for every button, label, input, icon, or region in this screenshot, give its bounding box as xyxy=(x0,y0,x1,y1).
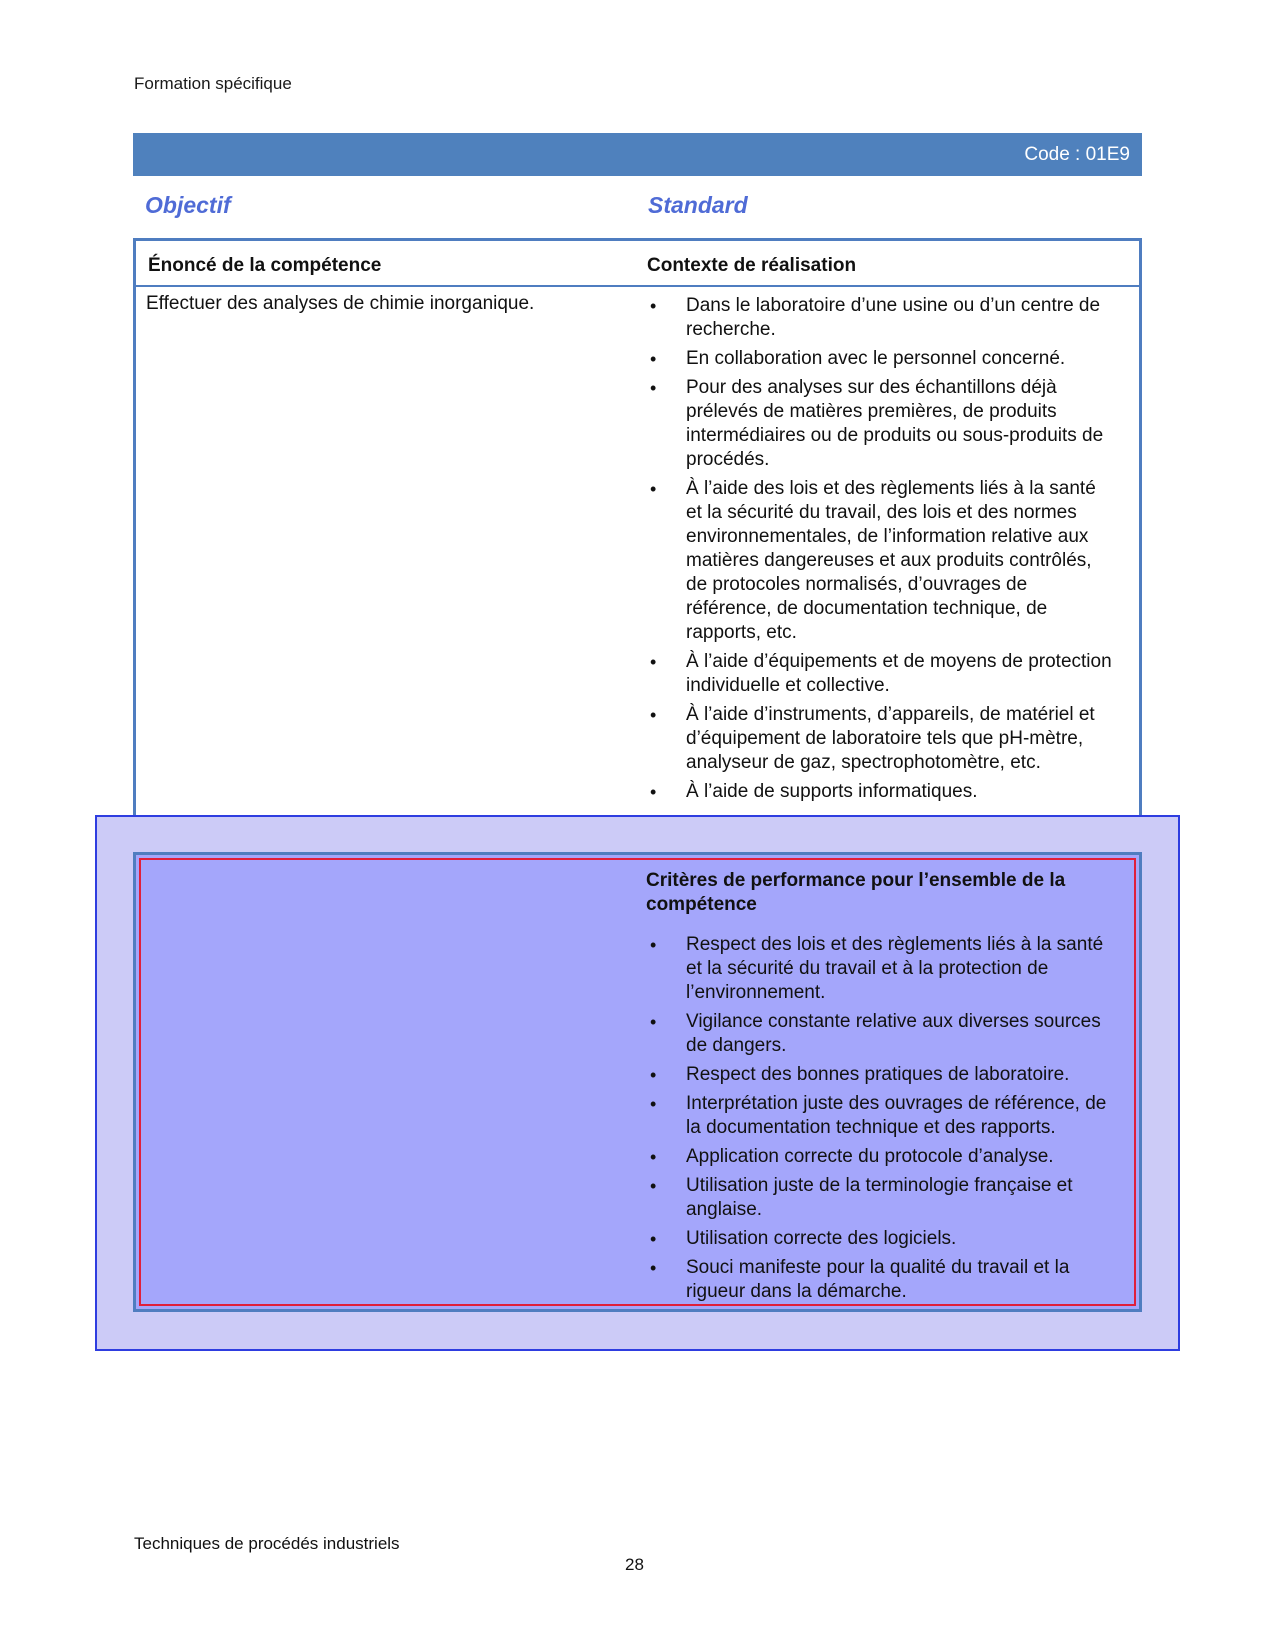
contexte-item: • En collaboration avec le personnel concerné. xyxy=(648,347,1113,371)
code-bar xyxy=(133,133,1142,176)
criterion-item: • Vigilance constante relative aux diverses sources de dangers. xyxy=(648,1010,1120,1058)
criterion-item: • Interprétation juste des ouvrages de référence, de la documentation technique et des rapports. xyxy=(648,1092,1120,1140)
competence-statement: Effectuer des analyses de chimie inorganique. xyxy=(146,293,535,314)
criterion-item: • Utilisation juste de la terminologie française et anglaise. xyxy=(648,1174,1120,1222)
running-header: Formation spécifique xyxy=(134,74,292,93)
criterion-item: • Utilisation correcte des logiciels. xyxy=(648,1227,1120,1251)
contexte-item: • Pour des analyses sur des échantillons déjà prélevés de matières premières, de produits intermédiaires ou de produits ou sous-produits de procédés. xyxy=(648,376,1113,472)
competency-code: Code : 01E9 xyxy=(1024,144,1130,165)
contexte-item: • À l’aide de supports informatiques. xyxy=(648,780,1113,804)
criterion-item: • Respect des lois et des règlements liés à la santé et la sécurité du travail et à la protection de l’environnement. xyxy=(648,933,1120,1005)
criterion-item: • Souci manifeste pour la qualité du travail et la rigueur dans la démarche. xyxy=(648,1256,1120,1304)
objectif-heading: Objectif xyxy=(145,192,231,218)
contexte-item: • À l’aide des lois et des règlements liés à la santé et la sécurité du travail, des lois et des normes environnementales, de l’information relative aux matières dangereuses et aux produits contrôlés, de protocoles normalisés, d’ouvrages de référence, de documentation technique, de rapports, etc. xyxy=(648,477,1113,645)
page-number: 28 xyxy=(625,1555,644,1574)
contexte-item: • À l’aide d’instruments, d’appareils, de matériel et d’équipement de laboratoire tels que pH-mètre, analyseur de gaz, spectrophotomètre, etc. xyxy=(648,703,1113,775)
performance-header: Critères de performance pour l’ensemble de la compétence xyxy=(646,870,1066,915)
running-footer: Techniques de procédés industriels xyxy=(134,1534,400,1553)
contexte-column-header: Contexte de réalisation xyxy=(647,255,857,276)
enonce-column-header: Énoncé de la compétence xyxy=(148,255,382,276)
header-divider xyxy=(136,285,1139,287)
contexte-item: • À l’aide d’équipements et de moyens de protection individuelle et collective. xyxy=(648,650,1113,698)
contexte-list xyxy=(648,294,1113,809)
contexte-item: • Dans le laboratoire d’une usine ou d’un centre de recherche. xyxy=(648,294,1113,342)
criterion-item: • Application correcte du protocole d’analyse. xyxy=(648,1145,1120,1169)
criteria-list xyxy=(648,933,1120,1309)
standard-heading: Standard xyxy=(648,192,748,218)
criterion-item: • Respect des bonnes pratiques de laboratoire. xyxy=(648,1063,1120,1087)
